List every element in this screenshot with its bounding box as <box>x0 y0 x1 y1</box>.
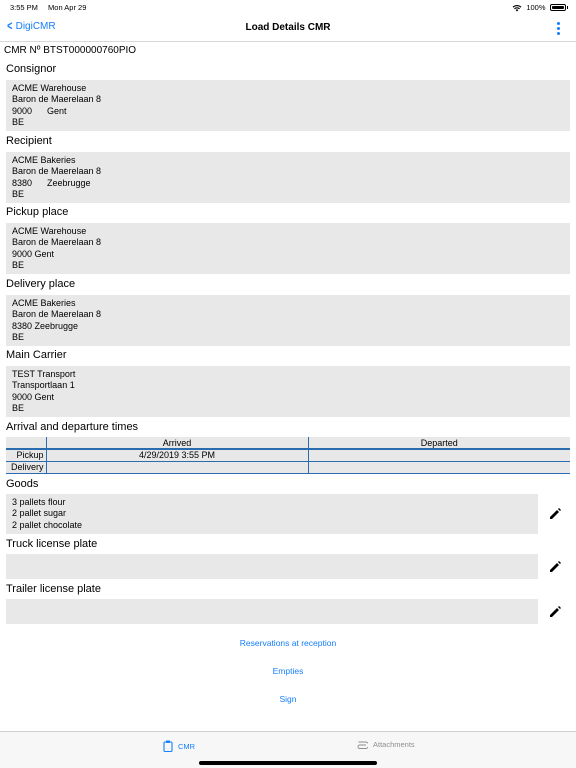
consignor-line: BE <box>12 117 25 128</box>
pencil-icon <box>548 605 562 619</box>
pickup-place-line: Baron de Maerelaan 8 <box>12 237 102 248</box>
navigation-bar <box>0 14 576 42</box>
recipient-line: ACME Bakeries <box>12 155 76 165</box>
goods-box <box>6 494 538 534</box>
edit-truck-plate-button[interactable] <box>548 560 562 574</box>
recipient-line: 8380 Zeebrugge <box>12 177 91 188</box>
tab-attachments-label: Attachments <box>373 740 415 749</box>
recipient-box <box>6 152 570 203</box>
status-right <box>512 3 568 12</box>
battery-icon <box>550 4 566 11</box>
pickup-place-line: ACME Warehouse <box>12 226 87 236</box>
page-title: Load Details CMR <box>245 22 331 33</box>
status-date: Mon Apr 29 <box>48 3 87 12</box>
delivery-place-title: Delivery place <box>6 278 76 290</box>
goods-line: 3 pallets flour <box>12 497 66 507</box>
back-button[interactable] <box>6 20 56 32</box>
delivery-place-line: BE <box>12 332 25 343</box>
reservations-button[interactable]: Reservations at reception <box>239 638 337 648</box>
trailer-plate-title: Trailer license plate <box>6 583 101 595</box>
more-vertical-icon <box>557 22 560 35</box>
row-label-delivery: Delivery <box>6 461 46 473</box>
pickup-place-line: BE <box>12 260 25 271</box>
back-label: DigiCMR <box>15 20 56 32</box>
table-row <box>6 461 570 473</box>
empties-button[interactable]: Empties <box>272 666 304 676</box>
delivery-place-box <box>6 295 570 346</box>
delivery-place-line: 8380 Zeebrugge <box>12 320 79 331</box>
status-time: 3:55 PM <box>10 3 38 12</box>
edit-trailer-plate-button[interactable] <box>548 605 562 619</box>
main-carrier-line: TEST Transport <box>12 369 76 379</box>
delivery-place-line: Baron de Maerelaan 8 <box>12 309 102 320</box>
more-options-button[interactable] <box>554 20 562 36</box>
pencil-icon <box>548 560 562 574</box>
table-row <box>6 449 570 461</box>
times-title: Arrival and departure times <box>6 421 139 433</box>
column-header-arrived: Arrived <box>46 437 308 449</box>
table-header-row <box>6 437 570 449</box>
goods-line: 2 pallet sugar <box>12 508 67 519</box>
pickup-place-box <box>6 223 570 274</box>
paperclip-icon <box>355 741 368 749</box>
main-carrier-line: BE <box>12 403 25 414</box>
row-label-pickup: Pickup <box>6 449 46 461</box>
status-bar <box>0 0 576 14</box>
main-carrier-title: Main Carrier <box>6 349 67 361</box>
pickup-place-title: Pickup place <box>6 206 69 218</box>
truck-plate-field[interactable] <box>6 554 538 579</box>
consignor-box <box>6 80 570 131</box>
cmr-number: CMR Nº BTST000000760PIO <box>4 45 137 56</box>
chevron-left-icon: < <box>7 18 13 33</box>
consignor-line: ACME Warehouse <box>12 83 87 93</box>
consignor-line: Baron de Maerelaan 8 <box>12 94 102 105</box>
sign-button[interactable]: Sign <box>279 694 297 704</box>
trailer-plate-field[interactable] <box>6 599 538 624</box>
delivery-arrived-cell[interactable] <box>46 461 308 473</box>
table-header-corner <box>6 437 46 449</box>
goods-title: Goods <box>6 478 39 490</box>
recipient-line: BE <box>12 189 25 200</box>
column-header-departed: Departed <box>308 437 570 449</box>
arrival-departure-table <box>6 437 570 474</box>
truck-plate-title: Truck license plate <box>6 538 98 550</box>
main-carrier-box <box>6 366 570 417</box>
tab-bar <box>0 731 576 768</box>
main-carrier-line: 9000 Gent <box>12 391 55 402</box>
tab-cmr-label: CMR <box>178 741 196 751</box>
clipboard-icon <box>163 740 173 752</box>
pencil-icon <box>548 507 562 521</box>
main-carrier-line: Transportlaan 1 <box>12 380 75 391</box>
recipient-title: Recipient <box>6 135 52 147</box>
battery-tip <box>567 6 569 9</box>
tab-attachments[interactable] <box>355 740 415 749</box>
home-indicator <box>199 761 377 765</box>
consignor-line: 9000 Gent <box>12 105 67 116</box>
goods-line: 2 pallet chocolate <box>12 519 83 530</box>
delivery-departed-cell[interactable] <box>308 461 570 473</box>
edit-goods-button[interactable] <box>548 507 562 521</box>
tab-cmr[interactable] <box>163 740 195 752</box>
recipient-line: Baron de Maerelaan 8 <box>12 166 102 177</box>
consignor-title: Consignor <box>6 63 57 75</box>
pickup-place-line: 9000 Gent <box>12 248 55 259</box>
delivery-place-line: ACME Bakeries <box>12 298 76 308</box>
battery-percent: 100% <box>526 3 546 12</box>
pickup-departed-cell[interactable] <box>308 449 570 461</box>
wifi-icon <box>512 4 522 12</box>
pickup-arrived-cell[interactable]: 4/29/2019 3:55 PM <box>46 449 308 461</box>
status-left <box>10 3 94 12</box>
